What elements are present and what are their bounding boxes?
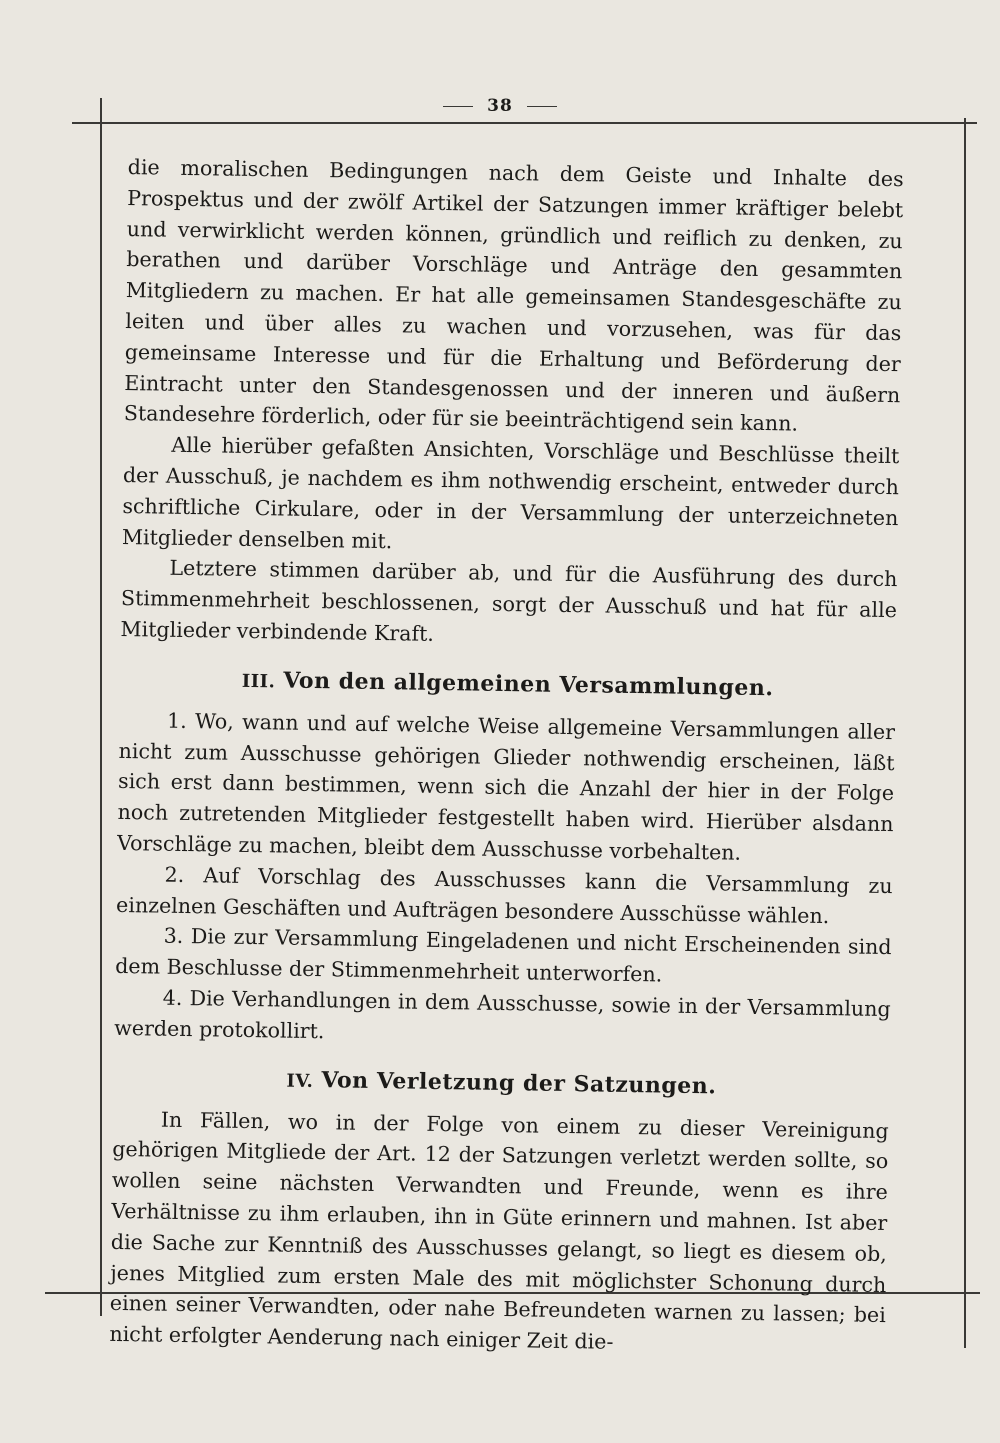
section-title: Von Verletzung der Satzungen. bbox=[321, 1066, 717, 1099]
paragraph: die moralischen Bedingungen nach dem Geiste und Inhalte des Prospektus und der zwölf Artikel der Satzungen immer kräftiger belebt und verwirklicht werden können, gründlich und reiflich zu denken, zu berathen und darüber Vorschläge und Anträge den gesammten Mitgliedern zu machen. Er hat alle gemeinsamen Standesgeschäfte zu leiten und über alles zu wachen und vorzusehen, was für das gemeinsame Interesse und für die Erhaltung und Beförderung der Eintracht unter den Standesgenossen und der inneren und äußern Standesehre förderlich, oder für sie beeinträchtigend sein kann. bbox=[123, 154, 904, 436]
page-number-header bbox=[0, 96, 1000, 116]
paragraph: 4. Die Verhandlungen in dem Ausschusse, sowie in der Versammlung werden protokollirt. bbox=[114, 985, 891, 1043]
section-title: Von den allgemeinen Versammlungen. bbox=[283, 667, 774, 701]
paragraph: Alle hierüber gefaßten Ansichten, Vorschläge und Beschlüsse theilt der Ausschuß, je nachdem es ihm nothwendig erscheint, entweder durch schriftliche Cirkulare, oder in der Versammlung der unterzeichneten Mitglieder denselben mit. bbox=[121, 432, 900, 553]
paragraph: 3. Die zur Versammlung Eingeladenen und nicht Erscheinenden sind dem Beschlusse der Stimmenmehrheit unterworfen. bbox=[115, 923, 892, 987]
section-number: IV. bbox=[286, 1070, 314, 1092]
paragraph: Letztere stimmen darüber ab, und für die Ausführung des durch Stimmenmehrheit beschlossenen, sorgt der Ausschuß und hat für alle Mitglieder verbindende Kraft. bbox=[120, 556, 898, 646]
paragraph: 2. Auf Vorschlag des Ausschusses kann die Versammlung zu einzelnen Geschäften und Aufträgen besondere Ausschüsse wählen. bbox=[115, 862, 893, 928]
paragraph: In Fällen, wo in der Folge von einem zu dieser Vereinigung gehörigen Mitgliede der Art. 12 der Satzungen verletzt werden sollte, so wollen seine nächsten Verwandten und Freunde, wenn es ihre Verhältnisse zu ihm erlauben, ihn in Güte erinnern und mahnen. Ist aber die Sache zur Kenntniß des Ausschusses gelangt, so liegt es diesem ob, jenes Mitglied zum ersten Male des mit möglichster Schonung durch einen seiner Verwandten, oder nahe Befreundeten warnen zu lassen; bei nicht erfolgter Aenderung nach einiger Zeit die- bbox=[109, 1107, 889, 1354]
page-number: 38 bbox=[487, 96, 513, 116]
section-number: III. bbox=[241, 670, 276, 693]
section-heading-4 bbox=[113, 1063, 889, 1101]
section-heading-3 bbox=[120, 665, 896, 703]
paragraph: 1. Wo, wann und auf welche Weise allgemeine Versammlungen aller nicht zum Ausschusse gehörigen Glieder nothwendig erscheinen, läßt sich erst dann bestimmen, wenn sich die Anzahl der hier in der Folge noch zutretenden Mitglieder festgestellt haben wird. Hierüber alsdann Vorschläge zu machen, bleibt dem Ausschusse vorbehalten. bbox=[116, 708, 896, 865]
page-body bbox=[109, 152, 904, 1362]
right-rule bbox=[964, 118, 966, 1348]
left-rule bbox=[100, 98, 102, 1316]
dash-right bbox=[527, 106, 557, 107]
dash-left bbox=[443, 106, 473, 107]
top-rule bbox=[72, 122, 977, 124]
